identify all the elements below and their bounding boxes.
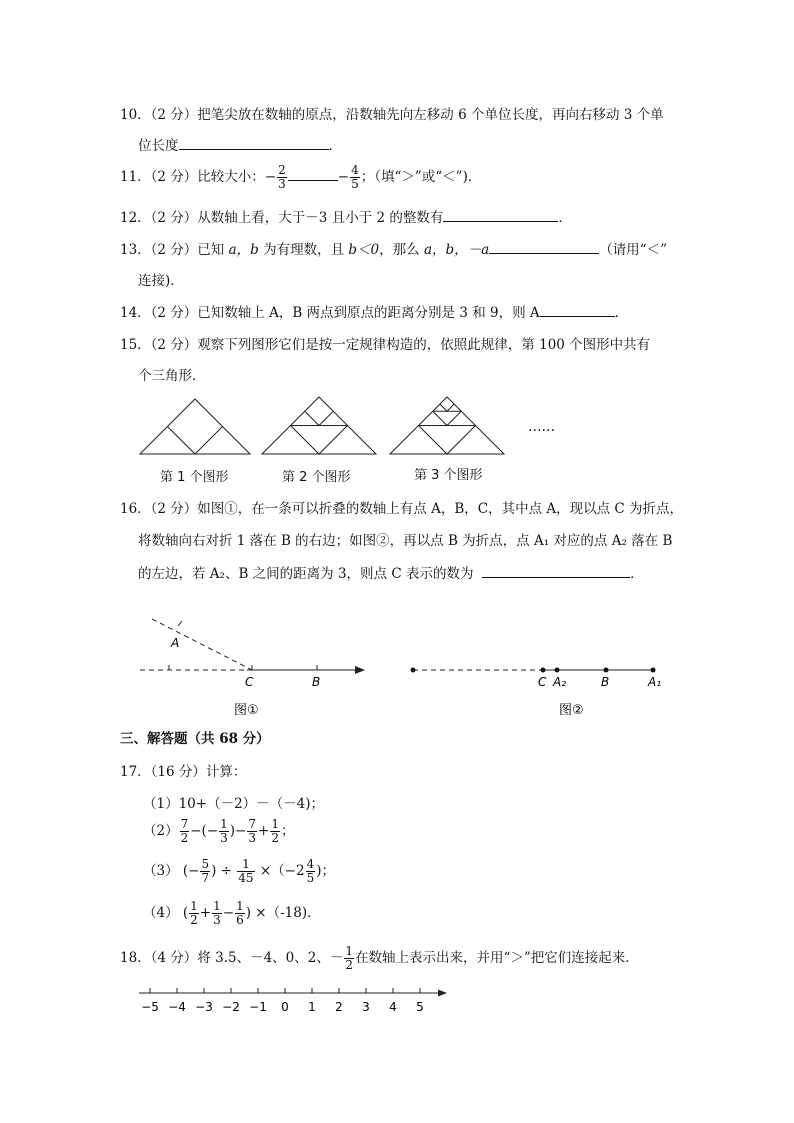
- q17-part-1: （1）10+（－2）－（－4)；: [143, 796, 325, 812]
- section-3-title: 三、解答题（共 68 分）: [120, 731, 270, 747]
- q11-fraction-2: $\frac{4}{5}$: [351, 163, 359, 191]
- q12-answer-blank[interactable]: [443, 208, 558, 222]
- q16-figure-1: [135, 612, 385, 722]
- q15-triangle-figures: [135, 390, 575, 460]
- fig2-label-C: C: [538, 675, 547, 689]
- fig2-label-A1: A₁: [648, 675, 662, 689]
- q11-fraction-1: $\frac{2}{3}$: [278, 163, 286, 191]
- q17-part-2: （2） $\frac{7}{2}$ −(− $\frac{1}{3}$ )− $\frac{7}{3}$ + $\frac{1}{2}$ ；: [143, 817, 295, 845]
- q16-figure-2: [395, 612, 685, 722]
- q10-answer-blank[interactable]: [179, 136, 329, 150]
- number-line-label: −1: [249, 1000, 267, 1014]
- q14: 14．（2 分）已知数轴上 A，B 两点到原点的距离分别是 3 和 9，则 A ．: [120, 305, 629, 321]
- q18-fraction: $\frac{1}{2}$: [345, 944, 353, 972]
- q16-line1: 16．（2 分）如图①，在一条可以折叠的数轴上有点 A，B，C，其中点 A，现以点 C 为折点，: [120, 501, 684, 517]
- number-line-label: 3: [362, 1000, 370, 1014]
- number-line-label: 2: [335, 1000, 343, 1014]
- q16-line2: 将数轴向右对折 1 落在 B 的右边；如图②，再以点 B 为折点，点 A₁ 对应的点 A₂ 落在 B: [138, 533, 673, 549]
- fig1-inner-lines: [168, 427, 223, 455]
- number-line-label: 1: [308, 1000, 316, 1014]
- q15-ellipsis: ……: [528, 419, 555, 435]
- q15-caption-3: 第 3 个图形: [414, 468, 483, 483]
- number-line-label: 5: [416, 1000, 424, 1014]
- fig2-label-B: B: [601, 675, 610, 689]
- q13-answer-blank[interactable]: [489, 240, 599, 254]
- q17-part-4: （4） ( $\frac{1}{2}$ + $\frac{1}{3}$ − $\frac{1}{6}$ ) ×（-18)．: [143, 899, 321, 927]
- q13-line2: 连接)．: [138, 273, 184, 289]
- fig1-label-A: A: [171, 636, 180, 650]
- number-line-label: −5: [141, 1000, 159, 1014]
- fig1-label-C: C: [245, 675, 254, 689]
- number-line-label: 0: [281, 1000, 289, 1014]
- q18: 18．（4 分）将 3.5、－4、0、2、－ $\frac{1}{2}$ 在数轴上表示出来，并用“＞”把它们连接起来．: [120, 944, 639, 972]
- fig1-outer-triangle: [140, 399, 250, 454]
- q11: 11．（2 分）比较大小：− $\frac{2}{3}$ − $\frac{4}{5}$ ；（填“＞”或“＜”)．: [120, 163, 482, 191]
- q14-answer-blank[interactable]: [540, 303, 615, 317]
- number-line-label: −4: [168, 1000, 186, 1014]
- q10-text: 位长度: [138, 138, 179, 154]
- q15-line1: 15．（2 分）观察下列图形它们是按一定规律构造的，依照此规律，第 100 个图形中共有: [120, 337, 651, 353]
- number-line-label: −2: [222, 1000, 240, 1014]
- fig2-caption: 图②: [559, 703, 584, 718]
- q13-line1: 13．（2 分）已知 a，b 为有理数，且 b＜0，那么 a，b，－a （请用“＜”: [120, 242, 667, 258]
- fig1-label-B: B: [312, 675, 321, 689]
- number-line-label: −3: [195, 1000, 213, 1014]
- q10-line1: 10．（2 分）把笔尖放在数轴的原点，沿数轴先向左移动 6 个单位长度，再向右移动 3 个单: [120, 107, 664, 123]
- q11-answer-blank[interactable]: [288, 167, 338, 181]
- q15-caption-1: 第 1 个图形: [160, 470, 229, 485]
- fig1-caption: 图①: [234, 703, 259, 718]
- q16-line3: 的左边，若 A₂、B 之间的距离为 3，则点 C 表示的数为 ．: [138, 566, 644, 582]
- q17-part-3: （3） (− $\frac{5}{7}$ ) ÷ $\frac{1}{45}$ ×（−2 $\frac{4}{5}$ )；: [143, 857, 335, 885]
- q10-line2: 位长度 ．: [138, 138, 342, 154]
- number-line-label: 4: [389, 1000, 397, 1014]
- fig2-label-A2: A₂: [553, 675, 567, 689]
- q16-answer-blank[interactable]: [482, 564, 630, 578]
- q18-number-line: [135, 985, 455, 1019]
- q12: 12．（2 分）从数轴上看，大于－3 且小于 2 的整数有 ．: [120, 210, 572, 226]
- q15-caption-2: 第 2 个图形: [282, 470, 351, 485]
- q15-line2: 个三角形．: [138, 368, 206, 384]
- q17-title: 17．（16 分）计算：: [120, 764, 247, 780]
